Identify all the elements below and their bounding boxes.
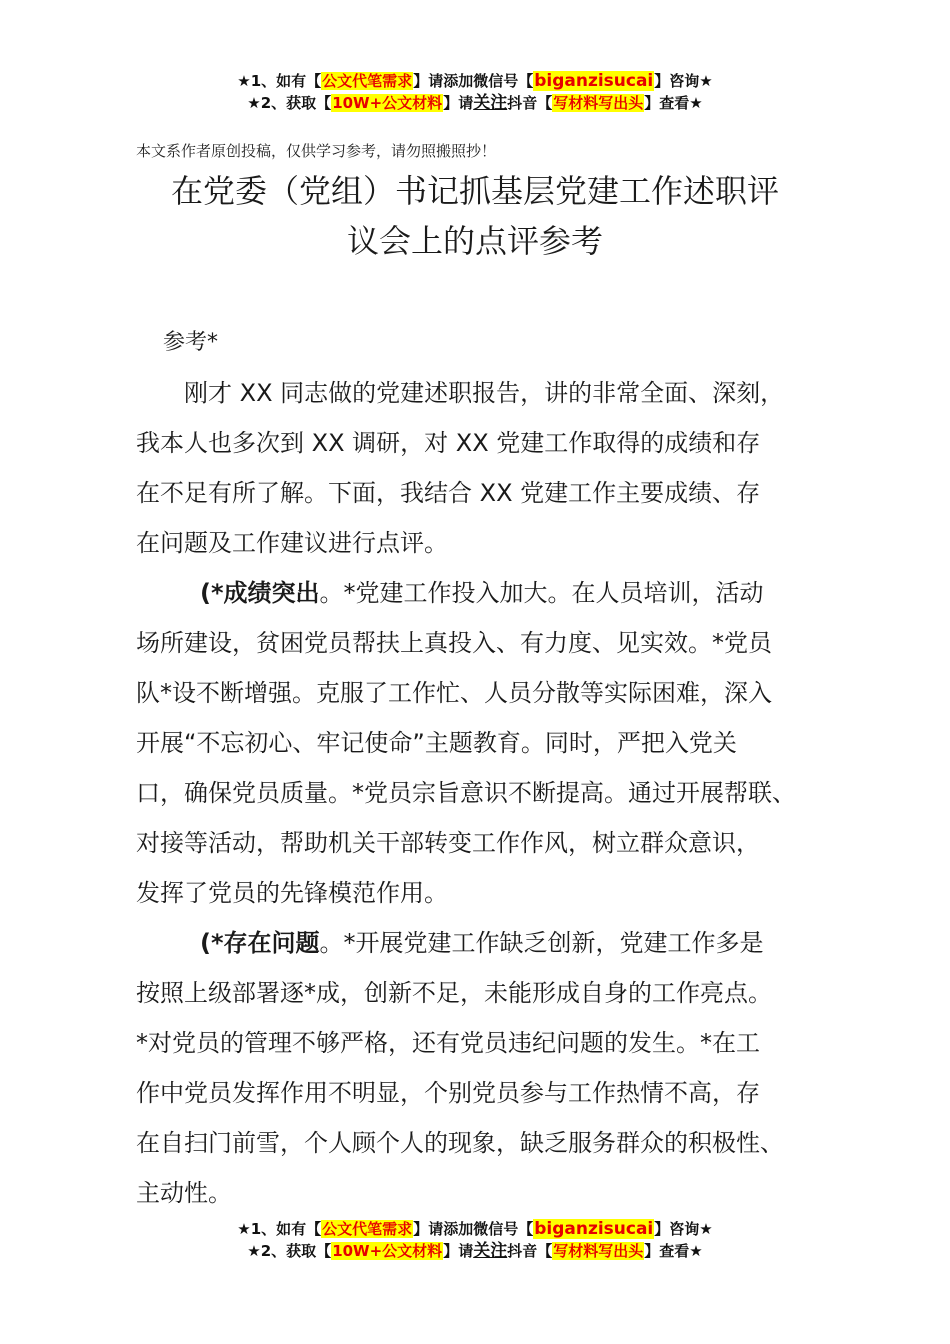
banner-text: ★2、获取【 [247, 1242, 332, 1260]
banner-text: 】请添加微信号【 [413, 72, 534, 90]
section-heading: (*成绩突出 [200, 579, 320, 607]
banner-text: 】请添加微信号【 [413, 1220, 534, 1238]
paragraph-line: 队*设不断增强。克服了工作忙、人员分散等实际困难，深入 [136, 679, 772, 707]
section-heading: (*存在问题 [200, 929, 320, 957]
footer-banner [0, 1218, 950, 1262]
reference-label: 参考* [163, 330, 219, 355]
banner-text: 抖音【 [507, 94, 553, 112]
banner-wechat-id: biganzisucai [534, 71, 654, 91]
document-body [136, 318, 836, 1218]
banner-line-2 [0, 92, 950, 114]
paragraph-line: 开展“不忘初心、牢记使命”主题教育。同时，严把入党关 [136, 729, 737, 757]
copyright-notice: 本文系作者原创投稿，仅供学习参考，请勿照搬照抄！ [136, 142, 497, 160]
banner-highlight: 公文代笔需求 [322, 1220, 413, 1238]
paragraph-intro [136, 368, 836, 568]
banner-line-2 [0, 1240, 950, 1262]
banner-text: 】查看★ [644, 1242, 703, 1260]
paragraph-achievements [136, 568, 836, 918]
banner-text: 抖音【 [507, 1242, 553, 1260]
paragraph-line: 作中党员发挥作用不明显，个别党员参与工作热情不高，存 [136, 1079, 760, 1107]
title-line-2: 议会上的点评参考 [346, 222, 603, 260]
paragraph-line [136, 918, 836, 968]
banner-text: 】请 [443, 1242, 474, 1260]
banner-text: 】咨询★ [654, 72, 713, 90]
paragraph-line: 主动性。 [136, 1179, 232, 1207]
banner-line-1 [0, 70, 950, 92]
paragraph-line [136, 568, 836, 618]
banner-highlight: 写材料写出头 [553, 1242, 644, 1260]
paragraph-line: 发挥了党员的先锋模范作用。 [136, 879, 448, 907]
paragraph-line: 口，确保党员质量。*党员宗旨意识不断提高。通过开展帮联、 [136, 779, 796, 807]
paragraph-line: *对党员的管理不够严格，还有党员违纪问题的发生。*在工 [136, 1029, 760, 1057]
banner-wechat-id: biganzisucai [534, 1219, 654, 1239]
paragraph-text: 。*开展党建工作缺乏创新，党建工作多是 [319, 929, 764, 957]
header-banner [0, 70, 950, 114]
paragraph-line: 按照上级部署逐*成，创新不足，未能形成自身的工作亮点。 [136, 979, 772, 1007]
paragraph-line: 场所建设，贫困党员帮扶上真投入、有力度、见实效。*党员 [136, 629, 772, 657]
banner-text: 】咨询★ [654, 1220, 713, 1238]
banner-text: ★1、如有【 [237, 1220, 322, 1238]
paragraph-line: 在不足有所了解。下面，我结合 XX 党建工作主要成绩、存 [136, 479, 761, 507]
banner-underlined: 关注 [473, 1241, 508, 1261]
banner-highlight: 10W+公文材料 [332, 94, 443, 112]
banner-text: 】请 [443, 94, 474, 112]
paragraph-line: 对接等活动，帮助机关干部转变工作作风，树立群众意识， [136, 829, 760, 857]
banner-highlight: 公文代笔需求 [322, 72, 413, 90]
banner-text: 】查看★ [644, 94, 703, 112]
paragraph-line: 在自扫门前雪，个人顾个人的现象，缺乏服务群众的积极性、 [136, 1129, 784, 1157]
paragraph-line: 我本人也多次到 XX 调研，对 XX 党建工作取得的成绩和存 [136, 429, 761, 457]
banner-underlined: 关注 [473, 93, 508, 113]
banner-highlight: 写材料写出头 [553, 94, 644, 112]
document-title [100, 166, 850, 266]
title-line-1: 在党委（党组）书记抓基层党建工作述职评 [170, 172, 779, 210]
banner-highlight: 10W+公文材料 [332, 1242, 443, 1260]
paragraph-problems [136, 918, 836, 1218]
banner-line-1 [0, 1218, 950, 1240]
banner-text: ★1、如有【 [237, 72, 322, 90]
banner-text: ★2、获取【 [247, 94, 332, 112]
paragraph-line: 在问题及工作建议进行点评。 [136, 529, 448, 557]
paragraph-line: 刚才 XX 同志做的党建述职报告，讲的非常全面、深刻， [184, 379, 785, 407]
paragraph-text: 。*党建工作投入加大。在人员培训，活动 [319, 579, 764, 607]
